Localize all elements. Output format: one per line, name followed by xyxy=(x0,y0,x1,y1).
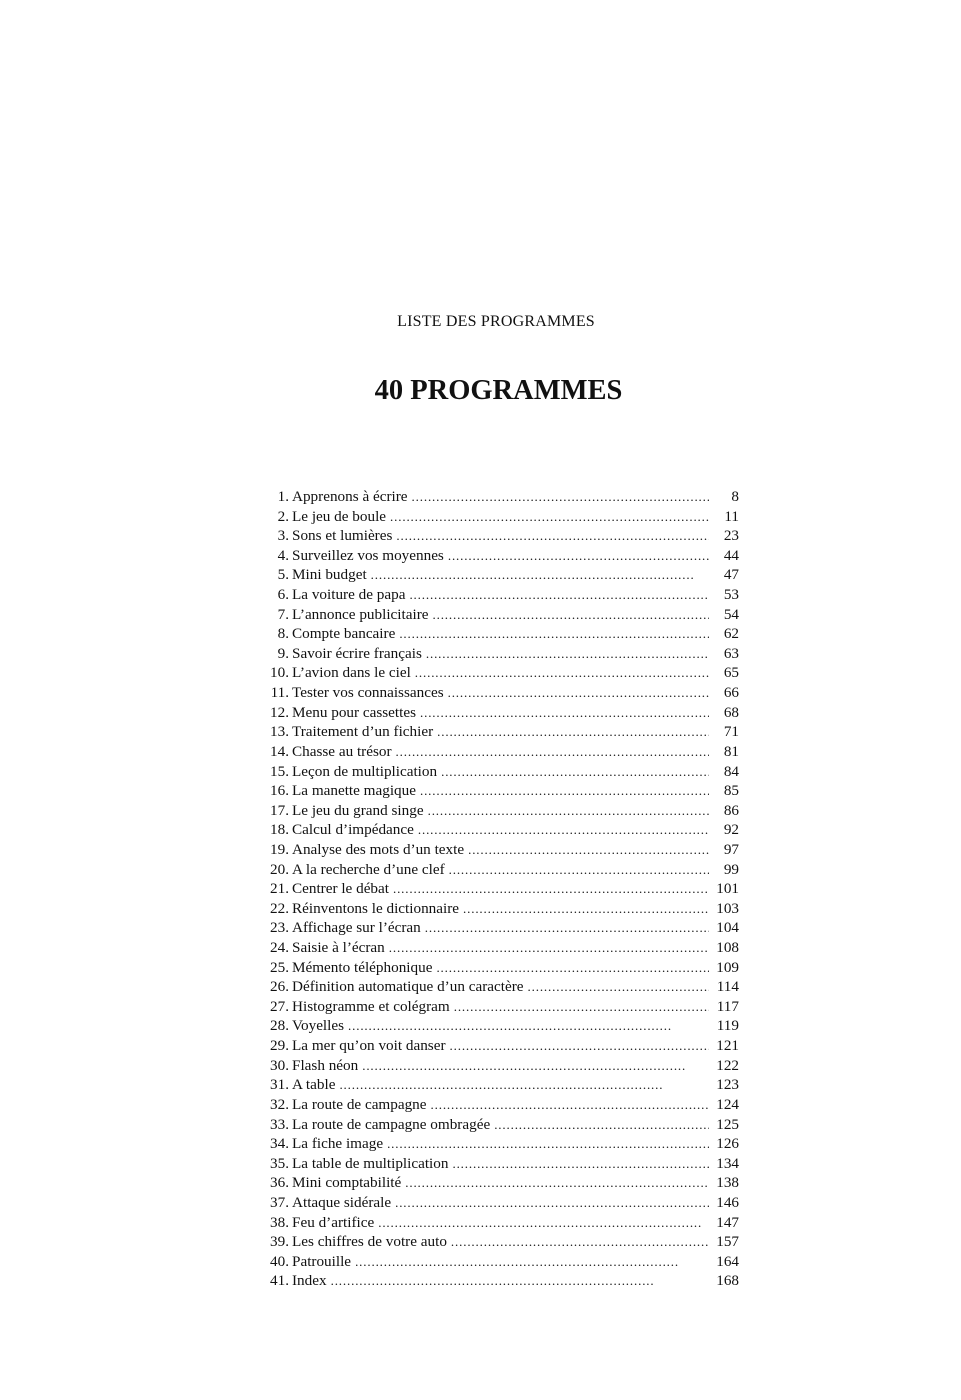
entry-page-number: 54 xyxy=(723,605,739,623)
dot-leader xyxy=(436,958,709,978)
dot-leader xyxy=(355,1252,709,1272)
dot-leader xyxy=(494,1115,709,1135)
dot-leader xyxy=(450,1036,709,1056)
entry-number: 7. xyxy=(277,605,289,623)
entry-page-number: 11 xyxy=(724,507,739,525)
entry-number: 28. xyxy=(270,1017,289,1035)
entry-page-number: 104 xyxy=(716,919,739,937)
toc-entry[interactable] xyxy=(262,820,739,840)
entry-page-number: 62 xyxy=(723,625,739,643)
dot-leader xyxy=(393,879,709,899)
toc-entry[interactable] xyxy=(262,997,739,1017)
dot-leader xyxy=(431,1095,709,1115)
entry-title: La voiture de papa xyxy=(292,586,406,604)
dot-leader xyxy=(452,1154,709,1174)
entry-page-number: 66 xyxy=(723,684,739,702)
entry-title: La mer qu’on voit danser xyxy=(292,1037,446,1055)
entry-page-number: 157 xyxy=(716,1233,739,1251)
dot-leader xyxy=(396,526,709,546)
entry-number: 11. xyxy=(270,684,289,702)
dot-leader xyxy=(463,899,709,919)
entry-title: Analyse des mots d’un texte xyxy=(292,840,465,858)
dot-leader xyxy=(409,585,709,605)
toc-entry[interactable] xyxy=(262,879,739,899)
entry-title: Le jeu de boule xyxy=(292,507,387,525)
toc-entry[interactable] xyxy=(262,762,739,782)
dot-leader xyxy=(395,1193,709,1213)
toc-entry[interactable] xyxy=(262,742,739,762)
entry-page-number: 109 xyxy=(716,958,739,976)
entry-title: Savoir écrire français xyxy=(292,644,422,662)
dot-leader xyxy=(362,1056,709,1076)
entry-number: 24. xyxy=(270,939,289,957)
entry-page-number: 81 xyxy=(723,742,739,760)
entry-title: Affichage sur l’écran xyxy=(292,919,421,937)
entry-number: 38. xyxy=(270,1213,289,1231)
dot-leader xyxy=(396,742,709,762)
entry-number: 41. xyxy=(270,1272,289,1290)
entry-number: 31. xyxy=(270,1076,289,1094)
entry-page-number: 71 xyxy=(723,723,739,741)
entry-title: Les chiffres de votre auto xyxy=(292,1233,447,1251)
entry-number: 12. xyxy=(270,703,289,721)
entry-title: Centrer le débat xyxy=(292,880,389,898)
dot-leader xyxy=(399,624,709,644)
toc-entry[interactable] xyxy=(262,781,739,801)
toc-entry[interactable] xyxy=(262,860,739,880)
toc-entry[interactable] xyxy=(262,1016,739,1036)
entry-title: Définition automatique d’un caractère xyxy=(292,978,524,996)
dot-leader xyxy=(428,801,709,821)
toc-entry[interactable] xyxy=(262,1154,739,1174)
entry-number: 19. xyxy=(270,840,289,858)
toc-entry[interactable] xyxy=(262,801,739,821)
toc-entry[interactable] xyxy=(262,1232,739,1252)
entry-title: Mémento téléphonique xyxy=(292,958,433,976)
dot-leader xyxy=(348,1016,709,1036)
entry-page-number: 97 xyxy=(723,840,739,858)
toc-entry[interactable] xyxy=(262,918,739,938)
entry-title: La table de multiplication xyxy=(292,1154,449,1172)
entry-number: 27. xyxy=(270,997,289,1015)
entry-page-number: 126 xyxy=(716,1135,739,1153)
entry-page-number: 84 xyxy=(723,762,739,780)
entry-title: Mini comptabilité xyxy=(292,1174,402,1192)
entry-title: La route de campagne ombragée xyxy=(292,1115,491,1133)
entry-number: 21. xyxy=(270,880,289,898)
toc-entry[interactable] xyxy=(262,840,739,860)
toc-entry[interactable] xyxy=(262,1115,739,1135)
entry-page-number: 138 xyxy=(716,1174,739,1192)
entry-page-number: 47 xyxy=(723,566,739,584)
entry-title: L’avion dans le ciel xyxy=(292,664,411,682)
toc-entry[interactable] xyxy=(262,1056,739,1076)
dot-leader xyxy=(433,605,710,625)
entry-page-number: 125 xyxy=(716,1115,739,1133)
toc-entry[interactable] xyxy=(262,1252,739,1272)
dot-leader xyxy=(426,644,709,664)
entry-title: Attaque sidérale xyxy=(292,1193,392,1211)
entry-page-number: 68 xyxy=(723,703,739,721)
entry-number: 32. xyxy=(270,1095,289,1113)
entry-page-number: 164 xyxy=(716,1252,739,1270)
entry-number: 4. xyxy=(277,546,289,564)
toc-entry[interactable] xyxy=(262,585,739,605)
entry-title: Voyelles xyxy=(292,1017,345,1035)
entry-number: 13. xyxy=(270,723,289,741)
entry-title: Flash néon xyxy=(292,1056,359,1074)
entry-number: 36. xyxy=(270,1174,289,1192)
entry-page-number: 121 xyxy=(716,1037,739,1055)
entry-number: 23. xyxy=(270,919,289,937)
entry-number: 2. xyxy=(277,507,289,525)
dot-leader xyxy=(448,546,709,566)
dot-leader xyxy=(331,1271,709,1291)
dot-leader xyxy=(405,1173,709,1193)
dot-leader xyxy=(371,565,709,585)
entry-title: Index xyxy=(292,1272,327,1290)
entry-title: Surveillez vos moyennes xyxy=(292,546,444,564)
toc-entry[interactable] xyxy=(262,1271,739,1291)
entry-number: 22. xyxy=(270,899,289,917)
entry-number: 9. xyxy=(277,644,289,662)
entry-title: A la recherche d’une clef xyxy=(292,860,445,878)
entry-page-number: 122 xyxy=(716,1056,739,1074)
toc-entry[interactable] xyxy=(262,938,739,958)
dot-leader xyxy=(468,840,709,860)
toc-entry[interactable] xyxy=(262,605,739,625)
entry-number: 34. xyxy=(270,1135,289,1153)
toc-entry[interactable] xyxy=(262,1075,739,1095)
entry-page-number: 99 xyxy=(723,860,739,878)
entry-number: 10. xyxy=(270,664,289,682)
entry-page-number: 134 xyxy=(716,1154,739,1172)
toc-entry[interactable] xyxy=(262,644,739,664)
entry-title: Feu d’artifice xyxy=(292,1213,375,1231)
toc-entry[interactable] xyxy=(262,683,739,703)
toc-entry[interactable] xyxy=(262,703,739,723)
entry-title: Réinventons le dictionnaire xyxy=(292,899,460,917)
entry-page-number: 147 xyxy=(716,1213,739,1231)
entry-page-number: 65 xyxy=(723,664,739,682)
dot-leader xyxy=(437,722,709,742)
entry-page-number: 168 xyxy=(716,1272,739,1290)
entry-number: 17. xyxy=(270,801,289,819)
toc-entry[interactable] xyxy=(262,1036,739,1056)
entry-title: Traitement d’un fichier xyxy=(292,723,434,741)
entry-page-number: 146 xyxy=(716,1193,739,1211)
entry-number: 37. xyxy=(270,1193,289,1211)
dot-leader xyxy=(449,860,709,880)
table-of-contents xyxy=(262,487,739,1291)
entry-page-number: 117 xyxy=(716,997,739,1015)
entry-number: 1. xyxy=(277,488,289,505)
toc-entry[interactable] xyxy=(262,899,739,919)
dot-leader xyxy=(528,977,709,997)
entry-title: Sons et lumières xyxy=(292,527,393,545)
entry-number: 39. xyxy=(270,1233,289,1251)
entry-number: 14. xyxy=(270,742,289,760)
entry-number: 26. xyxy=(270,978,289,996)
entry-title: Menu pour cassettes xyxy=(292,703,416,721)
dot-leader xyxy=(415,663,709,683)
entry-title: L’annonce publicitaire xyxy=(292,605,429,623)
entry-title: La fiche image xyxy=(292,1135,384,1153)
entry-number: 29. xyxy=(270,1037,289,1055)
entry-page-number: 85 xyxy=(723,782,739,800)
entry-page-number: 101 xyxy=(716,880,739,898)
entry-page-number: 108 xyxy=(716,939,739,957)
toc-entry[interactable] xyxy=(262,1213,739,1233)
entry-number: 35. xyxy=(270,1154,289,1172)
toc-entry[interactable] xyxy=(262,722,739,742)
dot-leader xyxy=(420,703,709,723)
entry-number: 18. xyxy=(270,821,289,839)
dot-leader xyxy=(451,1232,709,1252)
dot-leader xyxy=(389,938,709,958)
entry-number: 33. xyxy=(270,1115,289,1133)
dot-leader xyxy=(441,762,709,782)
entry-title: A table xyxy=(292,1076,336,1094)
entry-page-number: 119 xyxy=(716,1017,739,1035)
dot-leader xyxy=(425,918,709,938)
toc-entry[interactable] xyxy=(262,1134,739,1154)
entry-number: 40. xyxy=(270,1252,289,1270)
entry-page-number: 124 xyxy=(716,1095,739,1113)
toc-entry[interactable] xyxy=(262,624,739,644)
entry-title: Apprenons à écrire xyxy=(292,488,408,505)
page-kicker: LISTE DES PROGRAMMES xyxy=(397,313,595,330)
toc-entry[interactable] xyxy=(262,977,739,997)
toc-entry[interactable] xyxy=(262,958,739,978)
page-title: 40 PROGRAMMES xyxy=(374,375,623,406)
toc-entry[interactable] xyxy=(262,565,739,585)
entry-page-number: 103 xyxy=(716,899,739,917)
entry-page-number: 53 xyxy=(723,586,739,604)
entry-number: 16. xyxy=(270,782,289,800)
entry-number: 5. xyxy=(277,566,289,584)
entry-title: Histogramme et colégram xyxy=(292,997,450,1015)
dot-leader xyxy=(448,683,709,703)
entry-title: Compte bancaire xyxy=(292,625,396,643)
entry-number: 8. xyxy=(277,625,289,643)
entry-page-number: 44 xyxy=(723,546,739,564)
dot-leader xyxy=(420,781,709,801)
entry-page-number: 86 xyxy=(723,801,739,819)
toc-entry[interactable] xyxy=(262,663,739,683)
entry-number: 3. xyxy=(277,527,289,545)
entry-title: Tester vos connaissances xyxy=(292,684,444,702)
dot-leader xyxy=(339,1075,709,1095)
entry-title: La manette magique xyxy=(292,782,416,800)
entry-page-number: 92 xyxy=(723,821,739,839)
dot-leader xyxy=(378,1213,709,1233)
entry-page-number: 114 xyxy=(716,978,739,996)
entry-number: 6. xyxy=(277,586,289,604)
entry-title: La route de campagne xyxy=(292,1095,427,1113)
toc-entry[interactable] xyxy=(262,526,739,546)
entry-title: Saisie à l’écran xyxy=(292,939,385,957)
entry-page-number: 8 xyxy=(731,488,739,505)
toc-entry[interactable] xyxy=(262,1193,739,1213)
toc-entry[interactable] xyxy=(262,1095,739,1115)
toc-entry[interactable] xyxy=(262,507,739,527)
toc-entry[interactable] xyxy=(262,1173,739,1193)
entry-title: Patrouille xyxy=(292,1252,352,1270)
entry-title: Mini budget xyxy=(292,566,367,584)
entry-page-number: 63 xyxy=(723,644,739,662)
entry-number: 30. xyxy=(270,1056,289,1074)
dot-leader xyxy=(387,1134,709,1154)
dot-leader xyxy=(418,820,709,840)
entry-page-number: 123 xyxy=(716,1076,739,1094)
entry-number: 20. xyxy=(270,860,289,878)
entry-page-number: 23 xyxy=(723,527,739,545)
entry-number: 25. xyxy=(270,958,289,976)
dot-leader xyxy=(412,487,709,507)
dot-leader xyxy=(390,507,709,527)
entry-number: 15. xyxy=(270,762,289,780)
dot-leader xyxy=(454,997,709,1017)
entry-title: Leçon de multiplication xyxy=(292,762,438,780)
toc-entry[interactable] xyxy=(262,487,739,507)
entry-title: Chasse au trésor xyxy=(292,742,392,760)
toc-entry[interactable] xyxy=(262,546,739,566)
entry-title: Calcul d’impédance xyxy=(292,821,414,839)
entry-title: Le jeu du grand singe xyxy=(292,801,424,819)
